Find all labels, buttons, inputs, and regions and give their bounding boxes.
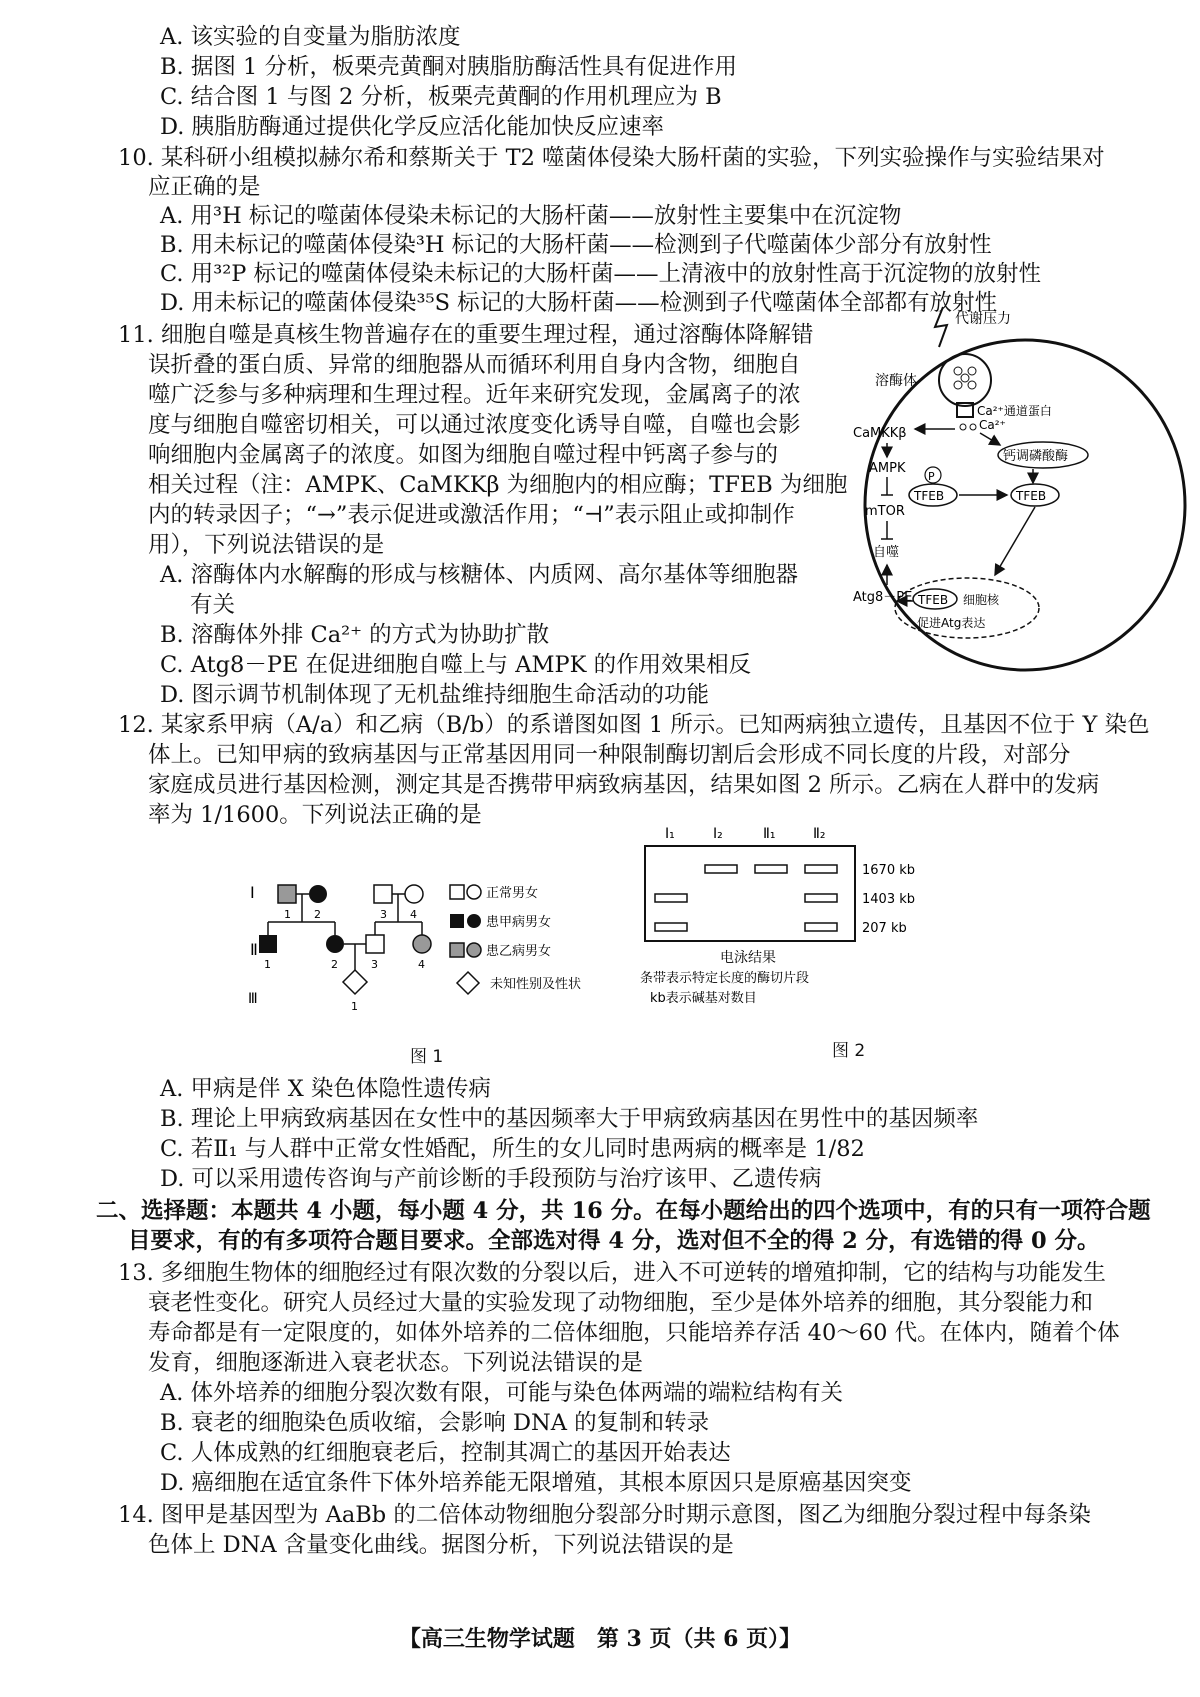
q14-stem-line2: 色体上 DNA 含量变化曲线。据图分析，下列说法错误的是 — [148, 1532, 734, 1558]
gel-title: 电泳结果 — [720, 950, 776, 966]
num-II4: 4 — [418, 958, 425, 971]
ca-label: Ca²⁺ — [979, 418, 1006, 432]
electrophoresis-figure — [640, 820, 950, 1030]
atg8-label: Atg8－PE — [853, 590, 913, 605]
q11-option-a-cont: 有关 — [190, 592, 236, 618]
q11-option-b: B. 溶酶体外排 Ca²⁺ 的方式为协助扩散 — [160, 622, 550, 648]
q12-option-a: A. 甲病是伴 X 染色体隐性遗传病 — [160, 1076, 491, 1102]
q11-option-a: A. 溶酶体内水解酶的形成与核糖体、内质网、高尔基体等细胞器 — [160, 562, 799, 588]
lysosome-label: 溶酶体 — [875, 373, 917, 389]
lightning-icon — [935, 307, 947, 347]
autophagy-diagram — [855, 305, 1190, 675]
q11-option-d: D. 图示调节机制体现了无机盐维持细胞生命活动的功能 — [160, 682, 710, 708]
camkk-label: CaMKKβ — [853, 426, 907, 441]
calcineurin-label: 钙调磷酸酶 — [1003, 449, 1069, 464]
q12-stem-line4: 率为 1/1600。下列说法正确的是 — [148, 802, 482, 828]
num-III1: 1 — [351, 1000, 358, 1013]
stress-label: 代谢压力 — [955, 311, 1011, 327]
q10-stem-line1: 10. 某科研小组模拟赫尔希和蔡斯关于 T2 噬菌体侵染大肠杆菌的实验，下列实验操作与实验结果对 — [118, 145, 1105, 171]
nucleus-label: 细胞核 — [963, 593, 1000, 607]
q13-option-a: A. 体外培养的细胞分裂次数有限，可能与染色体两端的端粒结构有关 — [160, 1380, 844, 1406]
generation-II-label: Ⅱ — [250, 940, 258, 959]
figure1-caption: 图 1 — [410, 1047, 444, 1067]
q9-option-b: B. 据图 1 分析，板栗壳黄酮对胰脂肪酶活性具有促进作用 — [160, 54, 737, 80]
pedigree-I1 — [278, 885, 296, 903]
ampk-label: AMPK — [869, 461, 906, 476]
q14-stem-line1: 14. 图甲是基因型为 AaBb 的二倍体动物细胞分裂部分时期示意图，图乙为细胞分裂过程中每条染 — [118, 1502, 1091, 1528]
pedigree-I3 — [374, 885, 392, 903]
legend-disease-b: 患乙病男女 — [486, 944, 552, 959]
autophagy-label: 自噬 — [873, 545, 900, 560]
q12-option-d: D. 可以采用遗传咨询与产前诊断的手段预防与治疗该甲、乙遗传病 — [160, 1166, 822, 1192]
num-I2: 2 — [314, 908, 321, 921]
q9-option-c: C. 结合图 1 与图 2 分析，板栗壳黄酮的作用机理应为 B — [160, 84, 722, 110]
q11-stem-line1: 11. 细胞自噬是真核生物普遍存在的重要生理过程，通过溶酶体降解错 — [118, 322, 814, 348]
q12-stem-line1: 12. 某家系甲病（A/a）和乙病（B/b）的系谱图如图 1 所示。已知两病独立遗传，且基因不位于 Y 染色 — [118, 712, 1150, 738]
q11-option-c: C. Atg8－PE 在促进细胞自噬上与 AMPK 的作用效果相反 — [160, 652, 752, 678]
tfeb-nucleus-label: TFEB — [918, 593, 949, 607]
num-II1: 1 — [264, 958, 271, 971]
q13-option-d: D. 癌细胞在适宜条件下体外培养能无限增殖，其根本原因只是原癌基因突变 — [160, 1470, 912, 1496]
gel-note-1: 条带表示特定长度的酶切片段 — [640, 971, 810, 986]
section2-heading-line2: 目要求，有的有多项符合题目要求。全部选对得 4 分，选对但不全的得 2 分，有选错的得 0 分。 — [128, 1228, 1100, 1254]
figure2-caption: 图 2 — [832, 1041, 866, 1061]
q10-option-b: B. 用未标记的噬菌体侵染³H 标记的大肠杆菌——检测到子代噬菌体少部分有放射性 — [160, 232, 992, 258]
pedigree-II4 — [413, 935, 431, 953]
page-footer: 【高三生物学试题 第 3 页（共 6 页）】 — [398, 1626, 802, 1652]
q11-stem-line7: 内的转录因子；“→”表示促进或激活作用；“⊣”表示阻止或抑制作 — [148, 502, 795, 528]
lane-label-I2: Ⅰ₂ — [713, 826, 723, 842]
pedigree-II3 — [366, 935, 384, 953]
gel-note-2: kb表示碱基对数目 — [650, 991, 757, 1006]
generation-I-label: Ⅰ — [250, 883, 255, 902]
q10-option-a: A. 用³H 标记的噬菌体侵染未标记的大肠杆菌——放射性主要集中在沉淀物 — [160, 203, 902, 229]
tfeb-p-label: TFEB — [914, 489, 945, 503]
q9-option-d: D. 胰脂肪酶通过提供化学反应活化能加快反应速率 — [160, 114, 665, 140]
pedigree-II1 — [259, 935, 277, 953]
q13-stem-line2: 衰老性变化。研究人员经过大量的实验发现了动物细胞，至少是体外培养的细胞，其分裂能力和 — [148, 1290, 1094, 1316]
num-II2: 2 — [331, 958, 338, 971]
q11-stem-line3: 噬广泛参与多种病理和生理过程。近年来研究发现，金属离子的浓 — [148, 382, 801, 408]
lane-label-II1: Ⅱ₁ — [763, 826, 776, 842]
q13-stem-line3: 寿命都是有一定限度的，如体外培养的二倍体细胞，只能培养存活 40～60 代。在体内，随着个体 — [148, 1320, 1120, 1346]
generation-III-label: Ⅲ — [248, 991, 258, 1007]
q13-stem-line1: 13. 多细胞生物体的细胞经过有限次数的分裂以后，进入不可逆转的增殖抑制，它的结构与功能发生 — [118, 1260, 1106, 1286]
q10-option-c: C. 用³²P 标记的噬菌体侵染未标记的大肠杆菌——上清液中的放射性高于沉淀物的放射性 — [160, 261, 1042, 287]
q11-stem-line4: 度与细胞自噬密切相关，可以通过浓度变化诱导自噬，自噬也会影 — [148, 412, 801, 438]
pedigree-figure — [250, 880, 610, 1020]
size-1670: 1670 kb — [862, 863, 915, 878]
q12-option-c: C. 若Ⅱ₁ 与人群中正常女性婚配，所生的女儿同时患两病的概率是 1/82 — [160, 1136, 865, 1162]
q10-stem-line2: 应正确的是 — [148, 174, 261, 200]
promote-label: 促进Atg表达 — [917, 616, 986, 630]
size-207: 207 kb — [862, 921, 907, 936]
num-I4: 4 — [410, 908, 417, 921]
q13-stem-line4: 发育，细胞逐渐进入衰老状态。下列说法错误的是 — [148, 1350, 644, 1376]
pedigree-III1 — [343, 970, 367, 994]
q13-option-c: C. 人体成熟的红细胞衰老后，控制其凋亡的基因开始表达 — [160, 1440, 731, 1466]
tfeb-label: TFEB — [1016, 489, 1047, 503]
mtor-label: mTOR — [865, 504, 905, 519]
q12-stem-line2: 体上。已知甲病的致病基因与正常基因用同一种限制酶切割后会形成不同长度的片段，对部分 — [148, 742, 1071, 768]
pedigree-I2 — [309, 885, 327, 903]
channel-label: Ca²⁺通道蛋白 — [977, 404, 1052, 418]
q13-option-b: B. 衰老的细胞染色质收缩，会影响 DNA 的复制和转录 — [160, 1410, 710, 1436]
num-I1: 1 — [284, 908, 291, 921]
q10-option-d: D. 用未标记的噬菌体侵染³⁵S 标记的大肠杆菌——检测到子代噬菌体全部都有放射性 — [160, 290, 998, 316]
section2-heading-line1: 二、选择题：本题共 4 小题，每小题 4 分，共 16 分。在每小题给出的四个选项中，有的只有一项符合题 — [96, 1198, 1151, 1224]
q11-stem-line5: 响细胞内金属离子的浓度。如图为细胞自噬过程中钙离子参与的 — [148, 442, 779, 468]
lysosome — [939, 354, 991, 406]
size-1403: 1403 kb — [862, 892, 915, 907]
lane-label-I1: Ⅰ₁ — [665, 826, 675, 842]
q11-stem-line8: 用），下列说法错误的是 — [148, 532, 385, 558]
num-I3: 3 — [380, 908, 387, 921]
q9-option-a: A. 该实验的自变量为脂肪浓度 — [160, 24, 461, 50]
legend-normal: 正常男女 — [486, 886, 539, 901]
q12-stem-line3: 家庭成员进行基因检测，测定其是否携带甲病致病基因，结果如图 2 所示。乙病在人群中的发病 — [148, 772, 1100, 798]
lane-label-II2: Ⅱ₂ — [813, 826, 826, 842]
pedigree-II2 — [326, 935, 344, 953]
legend-unknown: 未知性别及性状 — [490, 977, 582, 992]
legend-disease-a: 患甲病男女 — [486, 915, 552, 930]
num-II3: 3 — [371, 958, 378, 971]
q11-stem-line2: 误折叠的蛋白质、异常的细胞器从而循环利用自身内含物，细胞自 — [148, 352, 801, 378]
pedigree-I4 — [405, 885, 423, 903]
q11-stem-line6: 相关过程（注：AMPK、CaMKKβ 为细胞内的相应酶；TFEB 为细胞 — [148, 472, 848, 498]
q12-option-b: B. 理论上甲病致病基因在女性中的基因频率大于甲病致病基因在男性中的基因频率 — [160, 1106, 979, 1132]
phospho-label: P — [928, 470, 935, 483]
